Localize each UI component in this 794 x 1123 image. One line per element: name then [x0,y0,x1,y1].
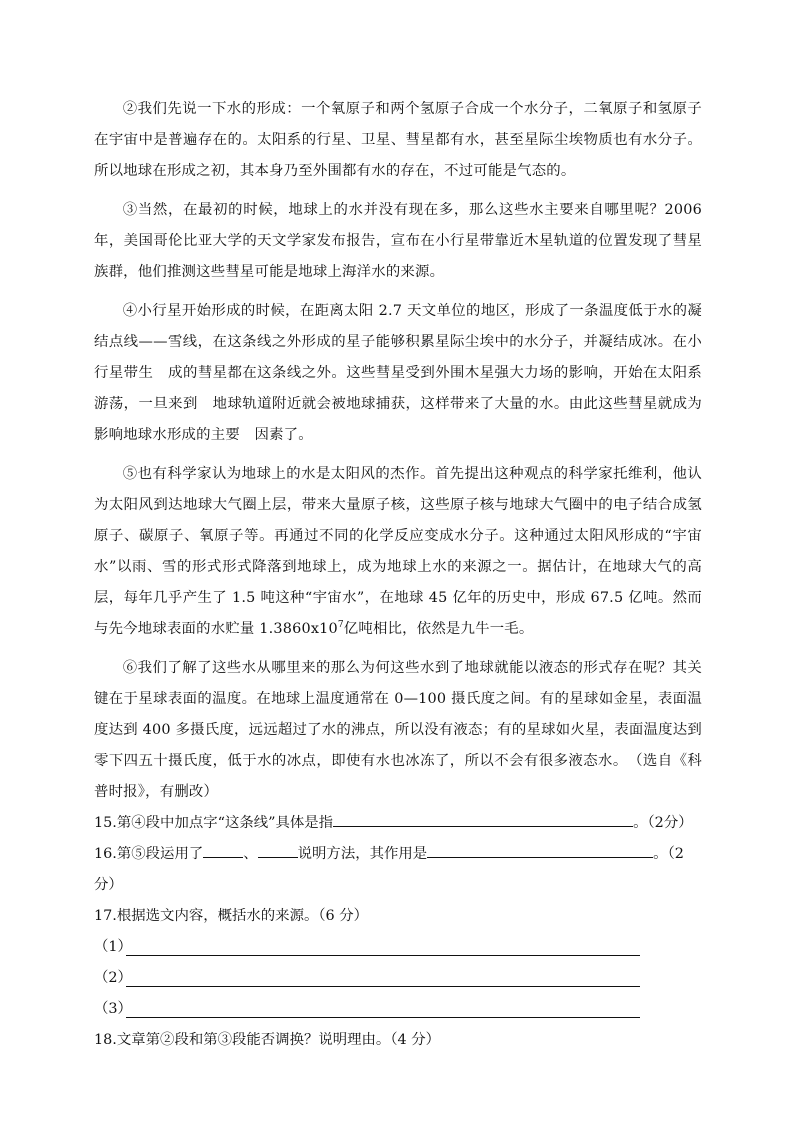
answer-row-17-1 [94,932,702,963]
question-15 [94,808,702,839]
question-18: 18.文章第②段和第③段能否调换？说明理由。（4 分） [94,1032,441,1048]
question-16-text-b: 、 [243,846,258,862]
question-16-text-c: 说明方法，其作用是 [297,846,428,862]
paragraph-5-tail: 亿吨相比，依然是九牛一毛。 [343,621,534,637]
document-page [94,94,702,1056]
question-17: 17.根据选文内容，概括水的来源。（6 分） [94,908,369,924]
paragraph-3: ③当然，在最初的时候，地球上的水并没有现在多，那么这些水主要来自哪里呢？2006 年，美国哥伦比亚大学的天文学家发布报告，宣布在小行星带靠近木星轨道的位置发现了彗星族群，他们推测这些彗星可能是地球上海洋水的来源。 [94,202,702,280]
exponent: 7 [337,620,344,631]
question-16-text-a: 16.第⑤段运用了 [94,846,204,862]
answer-number: （1） [94,939,132,955]
answer-number: （2） [94,970,132,986]
answer-number: （3） [94,1001,132,1017]
paragraph-6: ⑥我们了解了这些水从哪里来的那么为何这些水到了地球就能以液态的形式存在呢？其关键在于星球表面的温度。在地球上温度通常在 0—100 摄氏度之间。有的星球如金星，表面温度达到 400 多摄氏度，远远超过了水的沸点，所以没有液态；有的星球如火星，表面温度达到零下四五十摄氏度，低于水的冰点，即使有水也冰冻了，所以不会有很多液态水。 （选自《科普时报》，有删改） [94,660,702,800]
answer-blank-15[interactable] [333,810,633,827]
question-15-text: 15.第④段中加点字“这条线”具体是指 [94,815,334,831]
answer-blank-16-2[interactable] [258,841,298,858]
answer-row-17-3 [94,994,702,1025]
answer-line-17-1[interactable] [126,939,640,956]
answer-row-17-2 [94,963,702,994]
question-16 [94,839,702,901]
question-15-score: 。（2分） [633,815,693,831]
answer-line-17-2[interactable] [126,970,640,987]
paragraph-2: ②我们先说一下水的形成：一个氧原子和两个氢原子合成一个水分子，二氧原子和氢原子在宇宙中是普遍存在的。太阳系的行星、卫星、彗星都有水，甚至星际尘埃物质也有水分子。所以地球在形成之初，其本身乃至外围都有水的存在，不过可能是气态的。 [94,101,702,179]
question-16-score: 。（2分） [94,846,684,893]
answer-line-17-3[interactable] [126,1001,640,1018]
answer-blank-16-1[interactable] [203,841,243,858]
paragraph-5-main: ⑤也有科学家认为地球上的水是太阳风的杰作。首先提出这种观点的科学家托维利，他认为太阳风到达地球大气圈上层，带来大量原子核，这些原子核与地球大气圈中的电子结合成氢原子、碳原子、氧原子等。再通过不同的化学反应变成水分子。这种通过太阳风形成的“宇宙水”以雨、雪的形式形式降落到地球上，成为地球上水的来源之一。据估计，在地球大气的高层，每年几乎产生了 1.5 吨这种“宇宙水”，在地球 45 亿年的历史中，形成 67.5 亿吨。然而与先今地球表面的水贮量 1.3860x10 [94,466,702,637]
paragraph-5 [94,459,702,645]
paragraph-4: ④小行星开始形成的时候，在距离太阳 2.7 天文单位的地区，形成了一条温度低于水的凝结点线——雪线，在这条线之外形成的星子能够积累星际尘埃中的水分子，并凝结成冰。在小行星带生 成的彗星都在这条线之外。这些彗星受到外围木星强大力场的影响，开始在太阳系游荡，一旦来到 地球轨道附近就会被地球捕获，这样带来了大量的水。由此这些彗星就成为影响地球水形成的主要 因素了。 [94,303,702,443]
answer-blank-16-3[interactable] [427,841,653,858]
